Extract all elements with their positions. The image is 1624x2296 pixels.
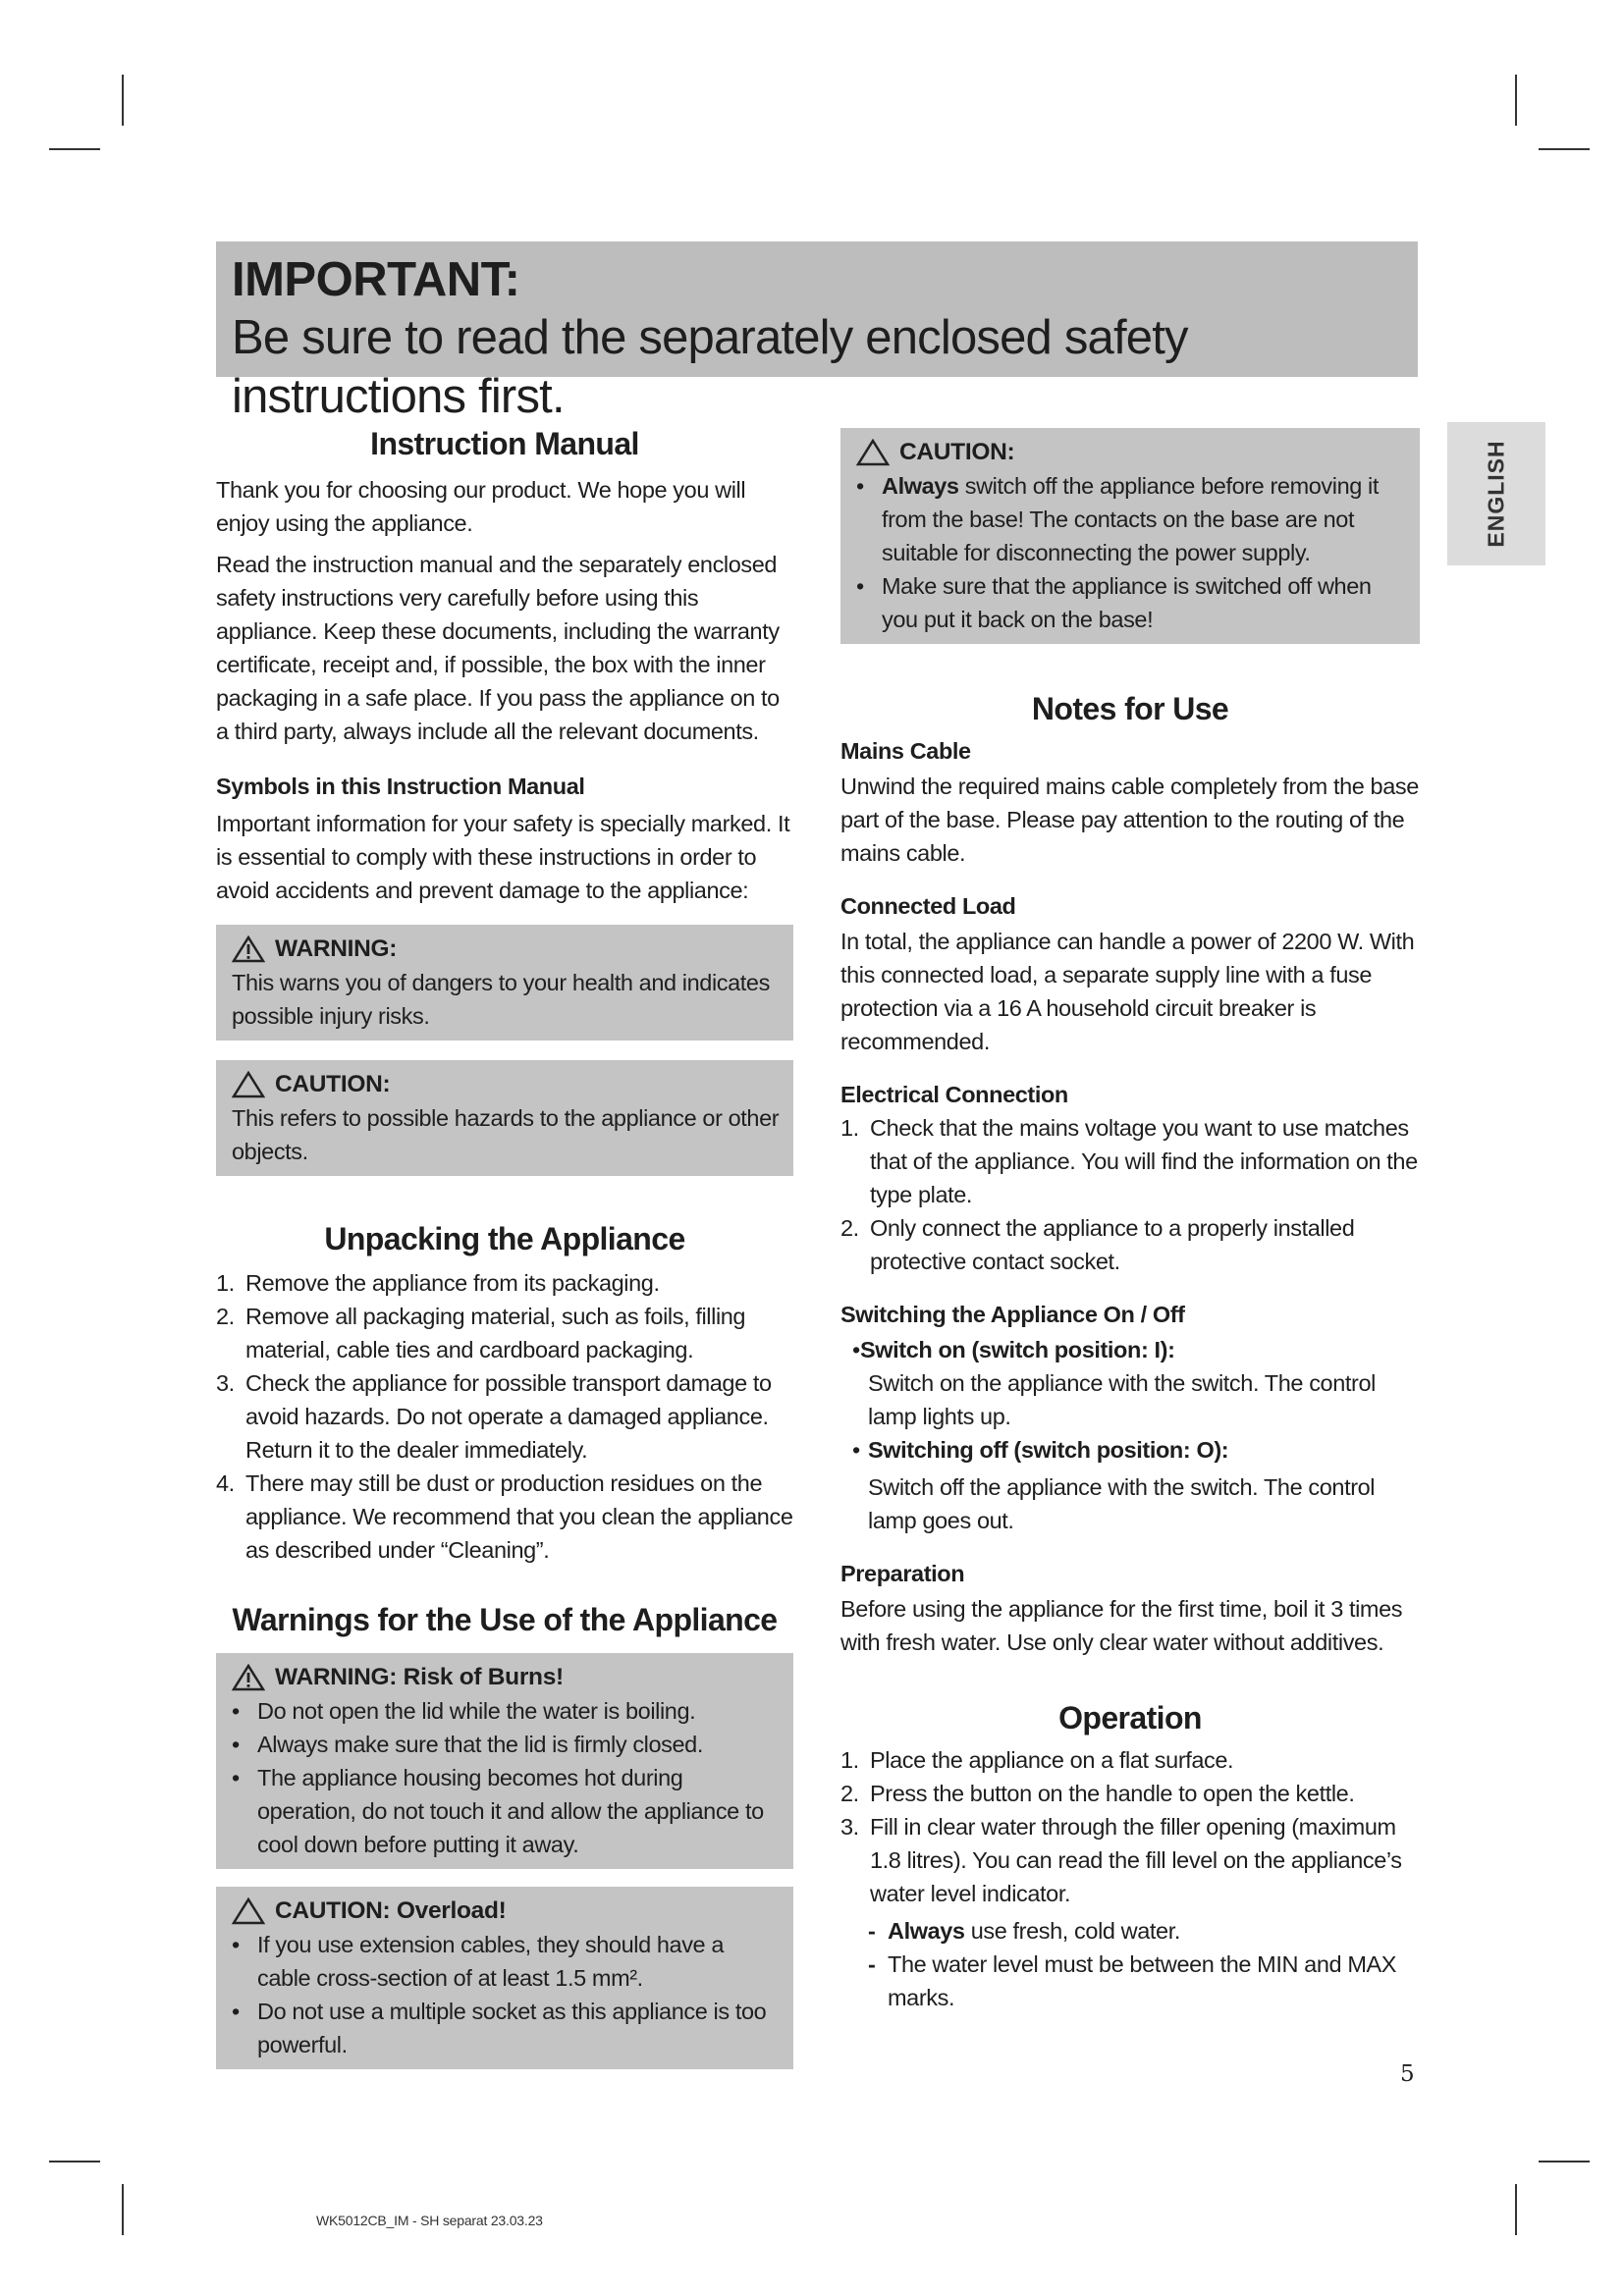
overload-list: [220, 1928, 782, 2061]
list-item: - The water level must be between the MIN and MAX marks.: [868, 1948, 1420, 2014]
electrical-list: [840, 1111, 1420, 1278]
crop-mark: [122, 2184, 124, 2235]
language-tab: [1447, 422, 1545, 565]
switch-off-text: Switch off the appliance with the switch. The control lamp goes out.: [868, 1474, 1376, 1533]
section-heading-warnings: Warnings for the Use of the Appliance: [232, 1602, 778, 1637]
warning-title: WARNING:: [275, 935, 398, 962]
preparation-paragraph: Before using the appliance for the first time, boil it 3 times with fresh water. Use only clear water without additives.: [840, 1596, 1403, 1655]
subheading-electrical-connection: Electrical Connection: [840, 1082, 1068, 1107]
page-number: 5: [1400, 2061, 1415, 2087]
crop-mark: [122, 75, 124, 126]
list-item: 4. There may still be dust or production residues on the appliance. We recommend that you clean the appliance as described under “Cleaning”.: [216, 1470, 793, 1563]
subheading-preparation: Preparation: [840, 1561, 965, 1586]
switch-on-title: Switch on (switch position: I):: [860, 1337, 1175, 1362]
warning-icon: [232, 1664, 265, 1691]
mains-cable-paragraph: Unwind the required mains cable completely from the base part of the base. Please pay attention to the routing of the mains cable.: [840, 774, 1419, 866]
section-heading-operation: Operation: [1058, 1700, 1202, 1735]
crop-mark: [1539, 148, 1590, 150]
section-heading-instruction-manual: Instruction Manual: [370, 426, 639, 461]
subheading-switching: Switching the Appliance On / Off: [840, 1302, 1185, 1327]
subheading-symbols: Symbols in this Instruction Manual: [216, 774, 585, 799]
connected-load-paragraph: In total, the appliance can handle a power of 2200 W. With this connected load, a separate supply line with a fuse protection via a 16 A household circuit breaker is recommended.: [840, 929, 1415, 1054]
burns-list: [220, 1694, 782, 1861]
important-banner: [216, 241, 1418, 423]
list-item: [840, 1433, 1420, 1467]
banner-title: IMPORTANT:: [232, 253, 520, 306]
crop-mark: [1539, 2161, 1590, 2163]
footer-document-code: WK5012CB_IM - SH separat 23.03.23: [316, 2213, 543, 2228]
list-item: • Make sure that the appliance is switched off when you put it back on the base!: [844, 569, 1408, 636]
caution-title: CAUTION:: [275, 1071, 391, 1097]
caution-text: This refers to possible hazards to the appliance or other objects.: [232, 1105, 780, 1164]
water-notes-list: [840, 1914, 1420, 2014]
operation-list: [840, 1743, 1420, 1910]
list-item: • Do not use a multiple socket as this appliance is too powerful.: [220, 1995, 782, 2061]
list-item: 1. Remove the appliance from its packaging.: [216, 1270, 660, 1296]
section-heading-notes: Notes for Use: [1031, 691, 1229, 726]
caution-icon: [232, 1897, 265, 1925]
list-item: • The appliance housing becomes hot during operation, do not touch it and allow the appliance to cool down before putting it away.: [220, 1761, 782, 1861]
list-item: 3. Check the appliance for possible transport damage to avoid hazards. Do not operate a damaged appliance. Return it to the dealer immediately.: [216, 1370, 772, 1463]
list-item: 2. Remove all packaging material, such as foils, filling material, cable ties and cardboard packaging.: [216, 1304, 746, 1362]
caution-icon: [232, 1071, 265, 1098]
switching-list: [840, 1433, 1420, 1467]
crop-mark: [49, 148, 100, 150]
left-column: [216, 412, 793, 2069]
overload-caution-title: CAUTION: Overload!: [275, 1897, 507, 1924]
crop-mark: [1515, 2184, 1517, 2235]
list-item: • If you use extension cables, they should have a cable cross-section of at least 1.5 mm².: [220, 1928, 782, 1995]
list-item: 1. Place the appliance on a flat surface.: [840, 1747, 1234, 1773]
list-item: 3. Fill in clear water through the filler opening (maximum 1.8 litres). You can read the fill level on the appliance’s water level indicator.: [840, 1814, 1402, 1906]
list-item: • Always switch off the appliance before removing it from the base! The contacts on the base are not suitable for disconnecting the power supply.: [844, 469, 1408, 569]
caution-icon: [856, 439, 890, 466]
warning-box: [216, 925, 793, 1041]
switch-on-text: Switch on the appliance with the switch. The control lamp lights up.: [868, 1370, 1376, 1429]
list-item: [840, 1333, 1420, 1366]
section-heading-unpacking: Unpacking the Appliance: [324, 1221, 685, 1256]
intro-paragraph: Thank you for choosing our product. We hope you will enjoy using the appliance.: [216, 477, 746, 536]
list-item: • Always make sure that the lid is firmly closed.: [220, 1728, 782, 1761]
burns-warning-title: WARNING: Risk of Burns!: [275, 1664, 564, 1690]
banner-subtitle: Be sure to read the separately enclosed safety instructions first.: [232, 311, 1188, 423]
list-item: 2. Press the button on the handle to open the kettle.: [840, 1781, 1355, 1806]
caution-base-box: [840, 428, 1420, 644]
switch-off-title: Switching off (switch position: O):: [868, 1437, 1229, 1463]
burns-warning-box: [216, 1653, 793, 1869]
overload-caution-box: [216, 1887, 793, 2069]
read-manual-paragraph: Read the instruction manual and the separately enclosed safety instructions very carefully before using this appliance. Keep these documents, including the warranty certificate, receipt and, if possible, the box with the inner packaging in a safe place. If you pass the appliance on to a third party, always include all the relevant documents.: [216, 552, 780, 744]
list-item: - Always use fresh, cold water.: [868, 1914, 1420, 1948]
caution-base-title: CAUTION:: [899, 439, 1015, 465]
right-column: [840, 412, 1420, 2014]
switching-list: [840, 1333, 1420, 1366]
crop-mark: [1515, 75, 1517, 126]
subheading-mains-cable: Mains Cable: [840, 738, 971, 764]
language-tab-label: ENGLISH: [1483, 440, 1509, 548]
list-item: • Do not open the lid while the water is boiling.: [220, 1694, 782, 1728]
subheading-connected-load: Connected Load: [840, 893, 1016, 919]
warning-text: This warns you of dangers to your health and indicates possible injury risks.: [232, 970, 770, 1029]
symbols-paragraph: Important information for your safety is specially marked. It is essential to comply with these instructions in order to avoid accidents and prevent damage to the appliance:: [216, 811, 790, 903]
list-item: 2. Only connect the appliance to a properly installed protective contact socket.: [840, 1215, 1355, 1274]
unpacking-list: [216, 1266, 793, 1567]
crop-mark: [49, 2161, 100, 2163]
list-item: 1. Check that the mains voltage you want to use matches that of the appliance. You will find the information on the type plate.: [840, 1115, 1418, 1207]
caution-base-list: [844, 469, 1408, 636]
caution-box: [216, 1060, 793, 1176]
warning-icon: [232, 935, 265, 963]
